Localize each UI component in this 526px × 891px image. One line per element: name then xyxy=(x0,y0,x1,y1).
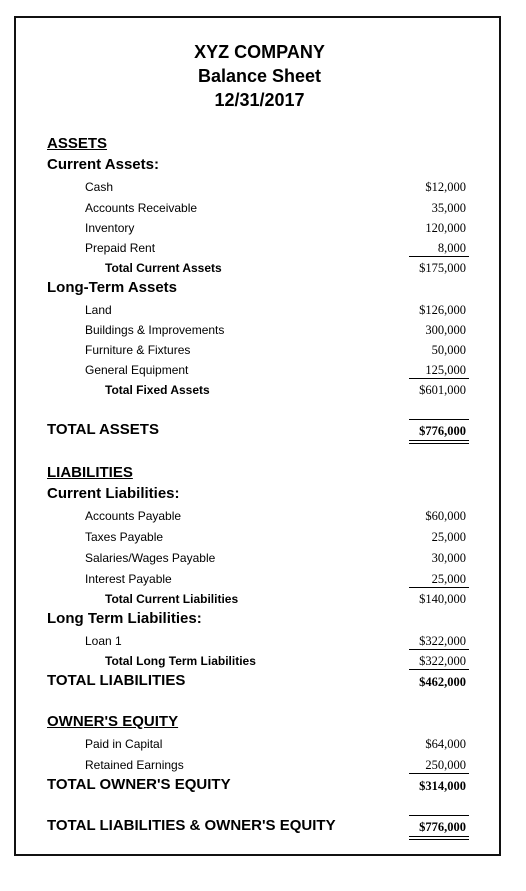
salaries-payable-label: Salaries/Wages Payable xyxy=(85,551,216,565)
buildings-label: Buildings & Improvements xyxy=(85,323,225,337)
subtotal-rule xyxy=(409,587,469,588)
company-name: XYZ COMPANY xyxy=(194,42,325,62)
cash-amount: $12,000 xyxy=(425,180,466,194)
equity-heading: OWNER'S EQUITY xyxy=(47,713,179,730)
subtotal-rule xyxy=(409,378,469,379)
retained-earnings-amount: 250,000 xyxy=(425,758,466,772)
total-assets-amount: $776,000 xyxy=(419,424,466,438)
total-rule xyxy=(409,419,469,420)
general-equipment-label: General Equipment xyxy=(85,363,189,377)
paid-in-capital-amount: $64,000 xyxy=(425,737,466,751)
balance-sheet xyxy=(14,16,501,856)
current-liabilities-heading: Current Liabilities: xyxy=(47,485,180,502)
report-date: 12/31/2017 xyxy=(214,90,305,110)
total-fixed-assets-amount: $601,000 xyxy=(419,383,466,397)
long-term-liabilities-heading: Long Term Liabilities: xyxy=(47,610,202,627)
paid-in-capital-label: Paid in Capital xyxy=(85,737,163,751)
subtotal-rule xyxy=(409,649,469,650)
total-liabilities-equity-label: TOTAL LIABILITIES & OWNER'S EQUITY xyxy=(47,817,336,834)
cash-label: Cash xyxy=(85,180,114,194)
double-rule xyxy=(409,836,469,840)
taxes-payable-amount: 25,000 xyxy=(431,530,466,544)
salaries-payable-amount: 30,000 xyxy=(431,551,466,565)
interest-payable-label: Interest Payable xyxy=(85,572,172,586)
report-title: Balance Sheet xyxy=(197,66,322,86)
accounts-receivable-amount: 35,000 xyxy=(431,201,466,215)
loan-1-label: Loan 1 xyxy=(85,634,122,648)
interest-payable-amount: 25,000 xyxy=(431,572,466,586)
taxes-payable-label: Taxes Payable xyxy=(85,530,164,544)
current-assets-heading: Current Assets: xyxy=(47,156,159,173)
land-amount: $126,000 xyxy=(419,303,466,317)
subtotal-rule xyxy=(409,256,469,257)
total-equity-amount: $314,000 xyxy=(419,779,466,793)
buildings-amount: 300,000 xyxy=(425,323,466,337)
furniture-amount: 50,000 xyxy=(431,343,466,357)
inventory-amount: 120,000 xyxy=(425,221,466,235)
total-rule xyxy=(409,815,469,816)
total-current-liabilities-amount: $140,000 xyxy=(419,592,466,606)
prepaid-rent-amount: 8,000 xyxy=(437,241,466,255)
total-current-assets-label: Total Current Assets xyxy=(105,261,222,275)
total-liabilities-amount: $462,000 xyxy=(419,675,466,689)
double-rule xyxy=(409,440,469,444)
furniture-label: Furniture & Fixtures xyxy=(85,343,191,357)
total-current-liabilities-label: Total Current Liabilities xyxy=(105,592,239,606)
total-fixed-assets-label: Total Fixed Assets xyxy=(105,383,210,397)
land-label: Land xyxy=(85,303,112,317)
total-long-term-liabilities-amount: $322,000 xyxy=(419,654,466,668)
assets-heading: ASSETS xyxy=(47,135,108,152)
inventory-label: Inventory xyxy=(85,221,135,235)
accounts-receivable-label: Accounts Receivable xyxy=(85,201,198,215)
total-liabilities-equity-amount: $776,000 xyxy=(419,820,466,834)
total-equity-label: TOTAL OWNER'S EQUITY xyxy=(47,776,231,793)
subtotal-rule xyxy=(409,773,469,774)
general-equipment-amount: 125,000 xyxy=(425,363,466,377)
prepaid-rent-label: Prepaid Rent xyxy=(85,241,156,255)
total-long-term-liabilities-label: Total Long Term Liabilities xyxy=(105,654,256,668)
accounts-payable-label: Accounts Payable xyxy=(85,509,182,523)
total-current-assets-amount: $175,000 xyxy=(419,261,466,275)
total-liabilities-label: TOTAL LIABILITIES xyxy=(47,672,186,689)
loan-1-amount: $322,000 xyxy=(419,634,466,648)
retained-earnings-label: Retained Earnings xyxy=(85,758,184,772)
long-term-assets-heading: Long-Term Assets xyxy=(47,279,178,296)
total-assets-label: TOTAL ASSETS xyxy=(47,421,159,438)
accounts-payable-amount: $60,000 xyxy=(425,509,466,523)
liabilities-heading: LIABILITIES xyxy=(47,464,133,481)
subtotal-rule xyxy=(409,669,469,670)
